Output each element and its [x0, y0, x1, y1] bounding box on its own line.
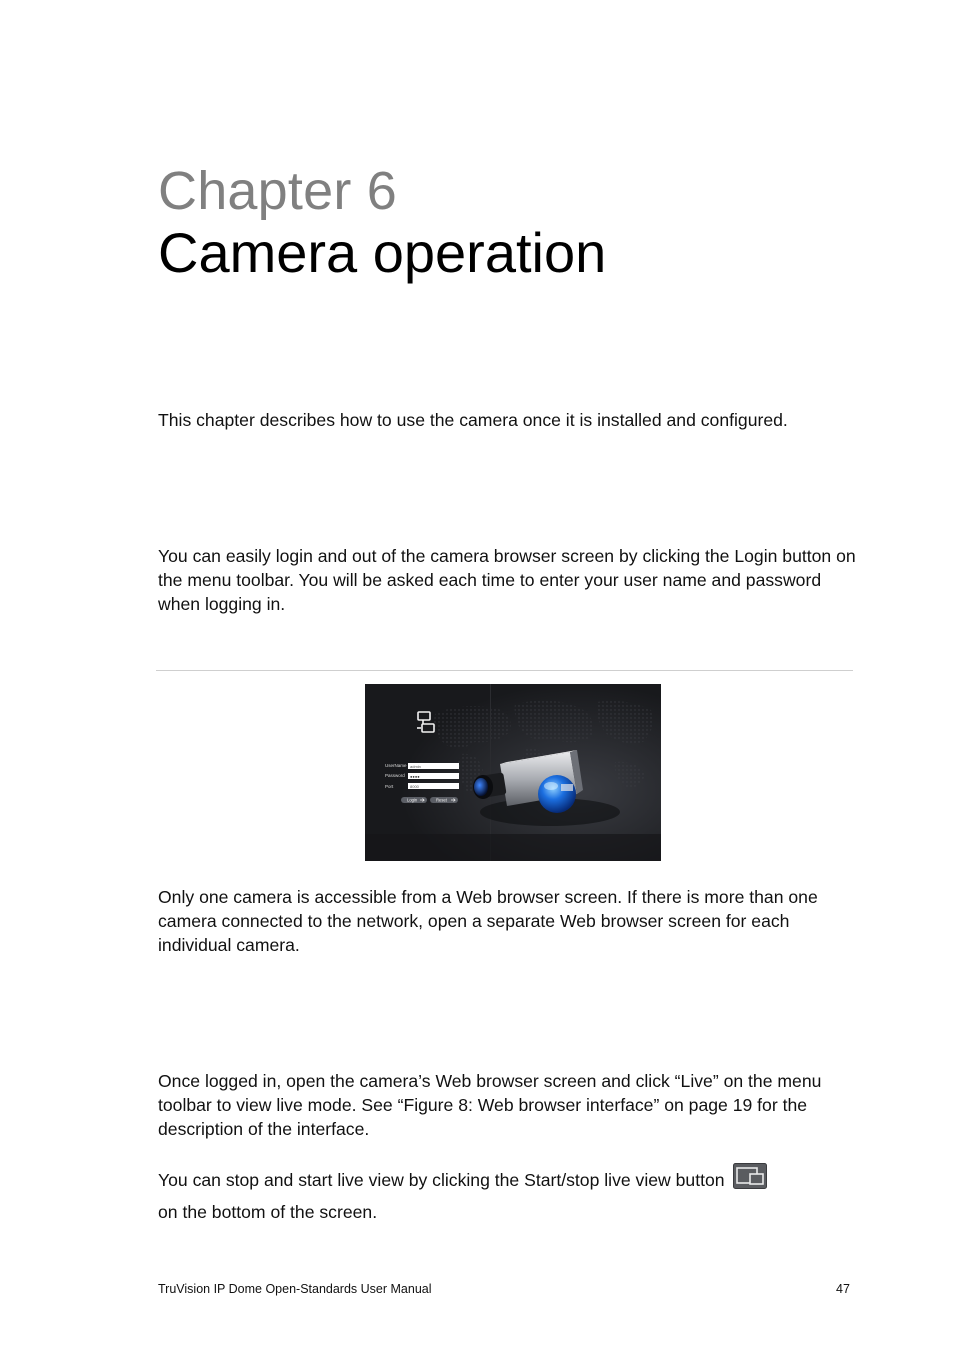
reset-button[interactable]: [430, 797, 458, 803]
port-value: 8000: [410, 784, 419, 789]
login-button[interactable]: [401, 797, 427, 803]
live-view-text-before: You can stop and start live view by clicking the Start/stop live view button: [158, 1170, 725, 1190]
one-camera-paragraph: Only one camera is accessible from a Web browser screen. If there is more than one camera connected to the network, open a separate Web browser screen for each individual camera.: [158, 887, 818, 955]
login-button-label: Login: [407, 797, 418, 803]
username-label: UserName: [385, 763, 407, 768]
chapter-title: Camera operation: [158, 221, 607, 284]
login-paragraph: You can easily login and out of the camera browser screen by clicking the Login button on the menu toolbar. You will be asked each time to enter your user name and password when logging in.: [158, 546, 856, 614]
footer-manual-title: TruVision IP Dome Open-Standards User Manual: [158, 1282, 432, 1296]
live-view-text-after: on the bottom of the screen.: [158, 1202, 378, 1222]
intro-paragraph: This chapter describes how to use the camera once it is installed and configured.: [158, 410, 788, 430]
login-screen-figure: [365, 684, 661, 861]
reset-button-label: Reset: [436, 797, 447, 803]
section-divider: [156, 670, 853, 671]
chapter-number: Chapter 6: [158, 161, 397, 221]
live-mode-paragraph: Once logged in, open the camera’s Web browser screen and click “Live” on the menu toolbar to view live mode. See “Figure 8: Web browser interface” on page 19 for the description of the interface.: [158, 1071, 822, 1139]
password-label: Password: [385, 773, 405, 778]
port-label: Port: [385, 784, 394, 789]
page-number: 47: [836, 1282, 850, 1296]
live-view-paragraph: [158, 1163, 858, 1228]
username-value: admin: [410, 764, 421, 769]
password-value: ●●●●: [410, 774, 420, 779]
start-stop-live-view-icon: [733, 1163, 767, 1189]
